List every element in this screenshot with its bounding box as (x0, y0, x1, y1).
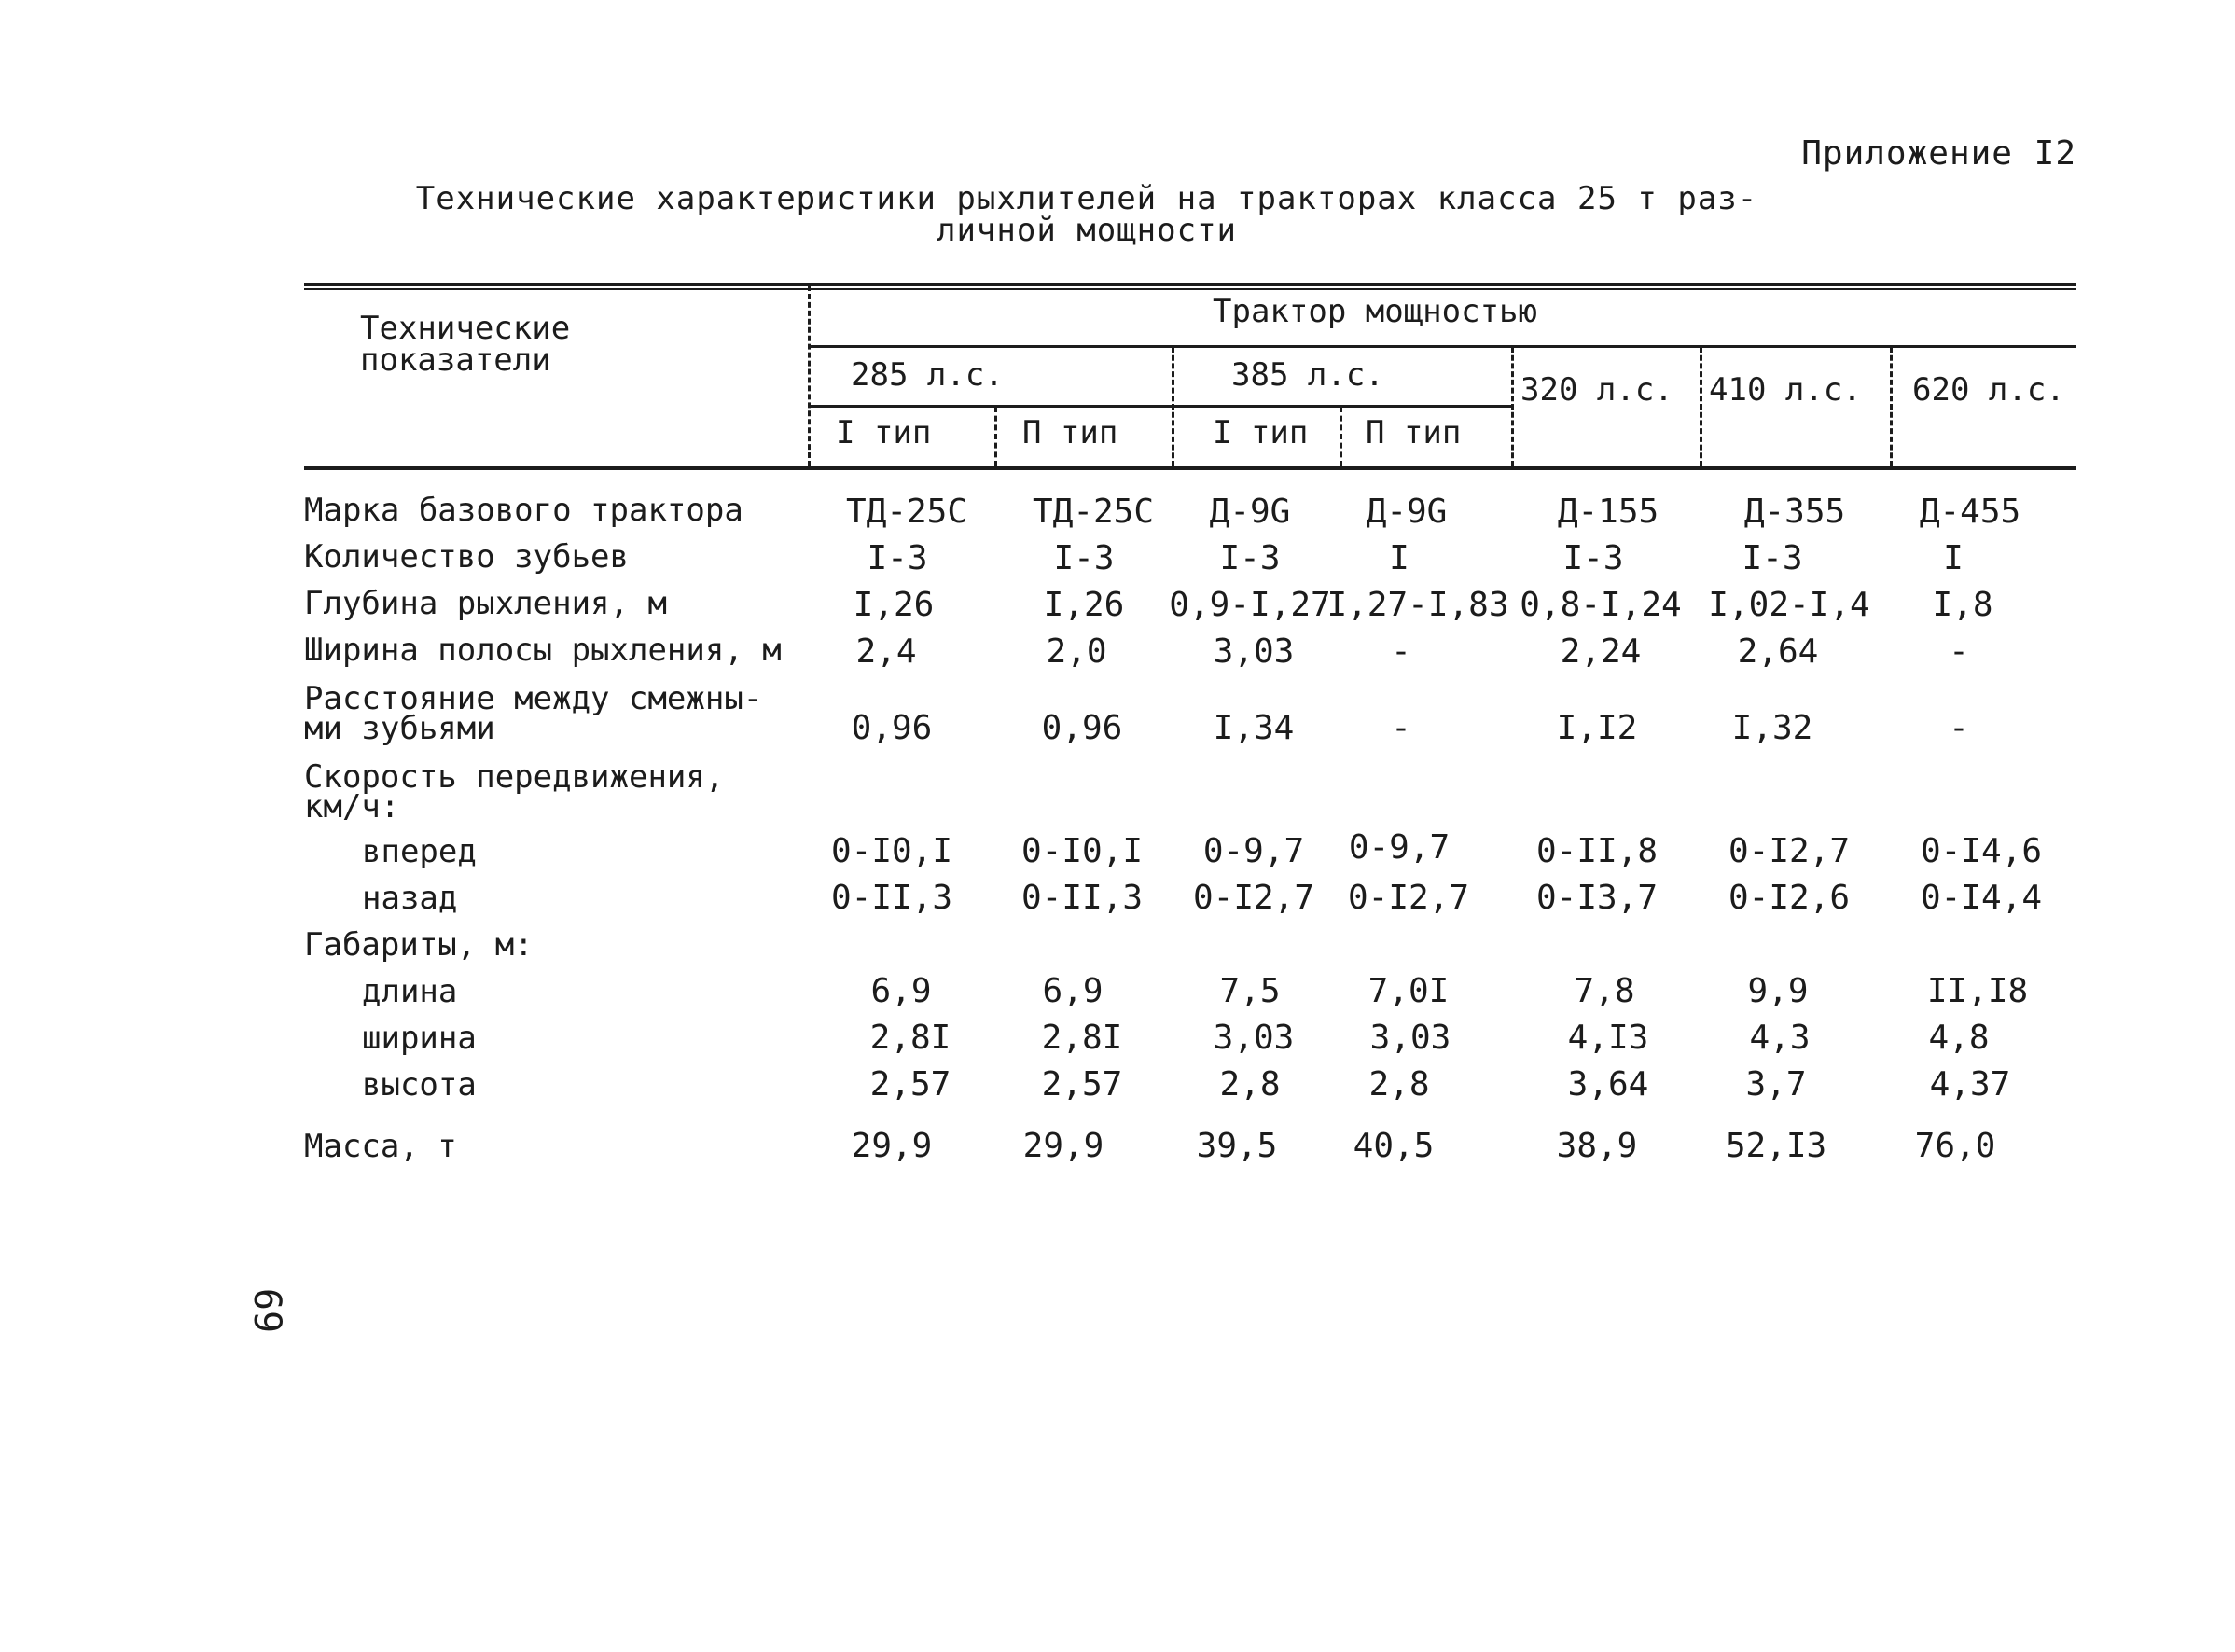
type-header-rule (810, 405, 1511, 408)
table-cell: I (1389, 539, 1409, 577)
table-cell: I-3 (1562, 539, 1624, 577)
table-cell: 0-II,3 (1020, 879, 1144, 917)
table-cell: Д-9G (1209, 493, 1291, 531)
table-cell: 4,3 (1749, 1019, 1811, 1057)
table-cell: ТД-25С (1032, 493, 1155, 531)
separator-type-285 (994, 407, 997, 466)
separator-320-410 (1700, 347, 1702, 466)
row-label-length: длина (362, 973, 458, 1010)
table-cell: I,8 (1932, 586, 1993, 624)
table-cell: 2,64 (1737, 632, 1819, 671)
table-cell: 2,8I (1041, 1019, 1123, 1057)
table-cell: I,34 (1213, 709, 1295, 747)
table-cell: 0,9-I,27 (1169, 586, 1331, 624)
table-cell: I,02-I,4 (1708, 586, 1870, 624)
table-cell: 0,96 (851, 709, 933, 747)
header-power-410: 410 л.с. (1709, 371, 1862, 409)
table-cell: - (1391, 709, 1411, 747)
table-cell: Д-155 (1557, 493, 1659, 531)
table-cell: 2,8I (869, 1019, 951, 1057)
table-cell: Д-355 (1743, 493, 1846, 531)
table-cell: - (1949, 632, 1969, 671)
table-top-rule (304, 283, 2076, 286)
table-cell: ТД-25С (845, 493, 968, 531)
title-line-2: личной мощности (936, 212, 1238, 249)
header-bottom-rule (304, 466, 2076, 470)
table-cell: II,I8 (1926, 972, 2029, 1010)
page-number: 69 (245, 1287, 289, 1334)
row-label-teeth-count: Количество зубьев (304, 538, 629, 576)
row-label-width: ширина (362, 1020, 477, 1057)
table-cell: 6,9 (1042, 972, 1104, 1010)
table-cell: 0-II,8 (1535, 832, 1659, 870)
table-cell: 2,4 (855, 632, 917, 671)
power-header-rule (810, 345, 2076, 348)
table-cell: 4,8 (1928, 1019, 1990, 1057)
table-cell: 2,0 (1046, 632, 1107, 671)
table-cell: I-3 (1053, 539, 1115, 577)
separator-indicators (808, 285, 811, 466)
table-cell: 0-9,7 (1348, 828, 1451, 867)
table-cell: 3,64 (1567, 1065, 1649, 1104)
table-cell: I,26 (1043, 586, 1125, 624)
header-power-620: 620 л.с. (1912, 371, 2065, 409)
row-label-teeth-spacing: Расстояние между смежны- (304, 680, 763, 717)
table-cell: - (1949, 709, 1969, 747)
header-power-385: 385 л.с. (1231, 356, 1384, 394)
table-cell: 0-I4,6 (1920, 832, 2043, 870)
table-cell: 0-I2,7 (1192, 879, 1315, 917)
table-top-rule-2 (304, 288, 2076, 290)
row-label-speed-2: км/ч: (304, 788, 400, 826)
table-cell: I,27-I,83 (1326, 586, 1509, 624)
table-cell: 3,03 (1369, 1019, 1451, 1057)
table-cell: 0-I2,7 (1347, 879, 1470, 917)
table-cell: 2,8 (1368, 1065, 1430, 1104)
row-label-backward: назад (362, 880, 458, 917)
separator-410-620 (1890, 347, 1893, 466)
table-cell: 2,57 (869, 1065, 951, 1104)
table-cell: - (1391, 632, 1411, 671)
document-title (308, 180, 1866, 249)
table-cell: I-3 (867, 539, 928, 577)
table-cell: 3,03 (1213, 1019, 1295, 1057)
header-indicators-1: Технические (360, 310, 571, 347)
table-cell: 0-I3,7 (1535, 879, 1659, 917)
table-cell: 2,24 (1560, 632, 1642, 671)
separator-385-320 (1511, 347, 1514, 466)
header-power-285: 285 л.с. (851, 356, 1004, 394)
separator-285-385 (1172, 347, 1174, 466)
header-type-285-1: I тип (836, 414, 932, 451)
table-cell: I,I2 (1556, 709, 1638, 747)
table-cell: 0-9,7 (1202, 832, 1305, 870)
header-tractor-power: Трактор мощностью (1213, 293, 1537, 330)
table-cell: I,32 (1731, 709, 1813, 747)
header-type-385-2: П тип (1366, 414, 1462, 451)
row-label-speed: Скорость передвижения, (304, 758, 725, 796)
header-power-320: 320 л.с. (1520, 371, 1673, 409)
appendix-label: Приложение I2 (1801, 134, 2076, 173)
header-indicators-2: показатели (360, 341, 551, 379)
table-cell: 7,8 (1574, 972, 1635, 1010)
table-cell: 39,5 (1196, 1127, 1278, 1165)
table-cell: 40,5 (1353, 1127, 1435, 1165)
row-label-mass: Масса, т (304, 1128, 457, 1165)
row-label-forward: вперед (362, 833, 477, 870)
row-label-strip-width: Ширина полосы рыхления, м (304, 632, 782, 669)
table-cell: 4,I3 (1567, 1019, 1649, 1057)
table-cell: 2,57 (1041, 1065, 1123, 1104)
table-cell: 9,9 (1747, 972, 1809, 1010)
table-cell: 0-I2,7 (1728, 832, 1851, 870)
table-cell: 7,5 (1219, 972, 1281, 1010)
table-cell: 0-II,3 (830, 879, 953, 917)
row-label-dimensions: Габариты, м: (304, 926, 534, 964)
row-label-brand: Марка базового трактора (304, 492, 743, 529)
table-cell: 38,9 (1556, 1127, 1638, 1165)
table-cell: 3,7 (1745, 1065, 1807, 1104)
title-line-1: Технические характеристики рыхлителей на тракторах класса 25 т раз- (415, 180, 1758, 217)
table-cell: 52,I3 (1725, 1127, 1827, 1165)
table-cell: 0-I2,6 (1728, 879, 1851, 917)
table-cell: 0,8-I,24 (1520, 586, 1682, 624)
table-cell: 7,0I (1367, 972, 1450, 1010)
table-cell: 0-I0,I (1020, 832, 1144, 870)
table-cell: 29,9 (1022, 1127, 1104, 1165)
table-cell: 0-I4,4 (1920, 879, 2043, 917)
table-cell: 6,9 (870, 972, 932, 1010)
table-cell: I-3 (1219, 539, 1281, 577)
table-cell: 0,96 (1041, 709, 1123, 747)
table-cell: 3,03 (1213, 632, 1295, 671)
table-cell: 29,9 (851, 1127, 933, 1165)
table-cell: 2,8 (1219, 1065, 1281, 1104)
header-type-285-2: П тип (1022, 414, 1118, 451)
table-cell: I (1943, 539, 1964, 577)
table-cell: 0-I0,I (830, 832, 953, 870)
header-type-385-1: I тип (1213, 414, 1309, 451)
table-cell: 4,37 (1929, 1065, 2011, 1104)
table-cell: Д-9G (1366, 493, 1448, 531)
separator-type-385 (1340, 407, 1342, 466)
table-cell: I-3 (1742, 539, 1803, 577)
row-label-depth: Глубина рыхления, м (304, 585, 667, 622)
table-cell: I,26 (853, 586, 935, 624)
table-cell: Д-455 (1919, 493, 2021, 531)
table-cell: 76,0 (1914, 1127, 1996, 1165)
row-label-teeth-spacing-2: ми зубьями (304, 710, 495, 747)
row-label-height: высота (362, 1066, 477, 1104)
